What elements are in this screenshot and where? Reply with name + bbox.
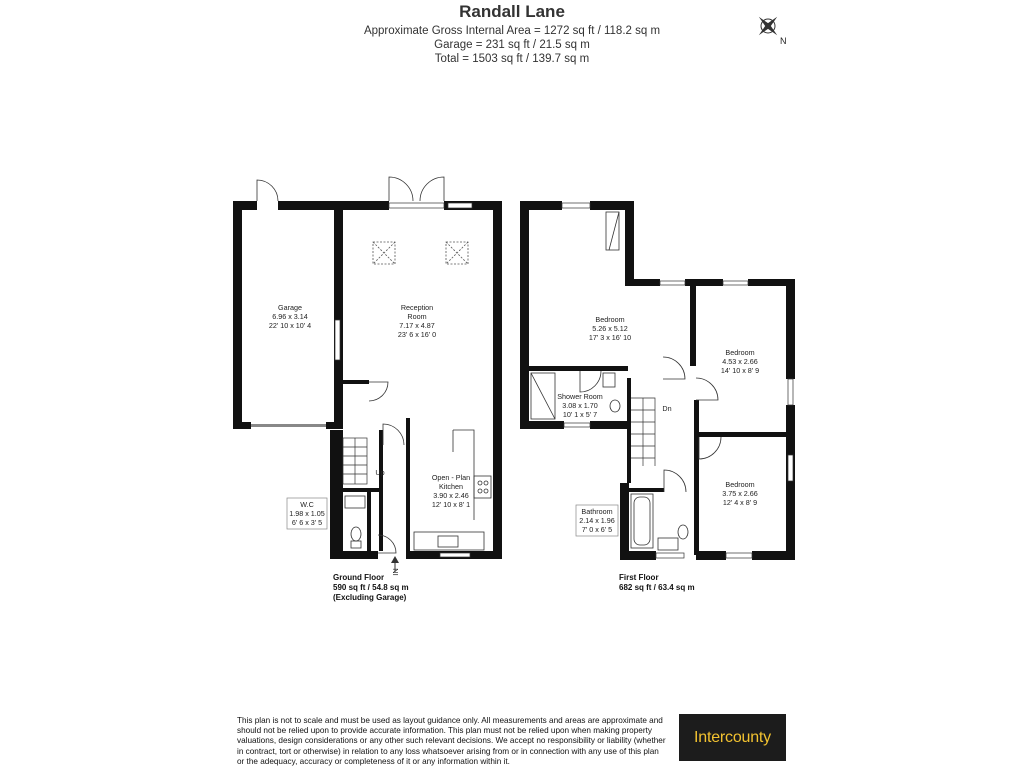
wc-fixtures [345, 496, 365, 548]
first-floor-area: 682 sq ft / 63.4 sq m [619, 583, 695, 592]
area-garage: Garage = 231 sq ft / 21.5 sq m [434, 39, 590, 51]
room-label-bathroom: Bathroom [581, 507, 613, 516]
room-dims-shower-imperial: 10' 1 x 5' 7 [562, 410, 598, 419]
ground-floor-title: Ground Floor [333, 573, 385, 582]
room-dims-bedroom-1-imperial: 17' 3 x 16' 10 [588, 333, 632, 342]
room-label-wc: W.C [300, 500, 314, 509]
room-dims-bathroom-metric: 2.14 x 1.96 [579, 516, 615, 525]
room-dims-bedroom-3-imperial: 12' 4 x 8' 9 [722, 498, 758, 507]
ground-floor-note: (Excluding Garage) [333, 593, 407, 602]
room-label-bedroom-3: Bedroom [725, 480, 755, 489]
room-dims-kitchen-metric: 3.90 x 2.46 [433, 491, 469, 500]
logo-text: Intercounty [694, 728, 771, 746]
wc-callout [287, 498, 327, 529]
ground-stairs [343, 438, 367, 484]
stairs-up-label: Up [375, 468, 385, 477]
room-dims-bathroom-imperial: 7' 0 x 6' 5 [581, 525, 613, 534]
room-dims-kitchen-imperial: 12' 10 x 8' 1 [431, 500, 471, 509]
ground-floor-summary [333, 573, 409, 603]
room-dims-shower-metric: 3.08 x 1.70 [562, 401, 598, 410]
ground-door-swings [257, 177, 444, 553]
stairs-down-label: Dn [662, 404, 672, 413]
first-door-swings [580, 212, 721, 492]
bathroom-callout [576, 505, 618, 536]
first-stairs [631, 398, 655, 466]
room-dims-reception-imperial: 23' 6 x 16' 0 [397, 330, 437, 339]
room-label-garage: Garage [278, 303, 302, 312]
room-label-kitchen-1: Open - Plan [431, 473, 471, 482]
room-label-kitchen-2: Kitchen [439, 482, 463, 491]
first-floor-summary [619, 573, 695, 593]
room-label-reception-2: Room [407, 312, 427, 321]
room-dims-wc-metric: 1.98 x 1.05 [289, 509, 325, 518]
intercounty-logo [679, 714, 786, 761]
skylights [373, 242, 468, 264]
room-dims-bedroom-2-metric: 4.53 x 2.66 [722, 357, 758, 366]
room-dims-garage-imperial: 22' 10 x 10' 4 [268, 321, 312, 330]
room-dims-reception-metric: 7.17 x 4.87 [399, 321, 435, 330]
room-dims-wc-imperial: 6' 6 x 3' 5 [291, 518, 323, 527]
room-dims-bedroom-1-metric: 5.26 x 5.12 [592, 324, 628, 333]
room-label-reception-1: Reception [400, 303, 434, 312]
room-dims-bedroom-2-imperial: 14' 10 x 8' 9 [720, 366, 760, 375]
room-label-bedroom-1: Bedroom [595, 315, 625, 324]
entrance-label: IN [391, 568, 400, 576]
ground-floor-area: 590 sq ft / 54.8 sq m [333, 583, 409, 592]
ground-floor-walls [330, 201, 502, 559]
plan-title: Randall Lane [459, 2, 565, 21]
disclaimer-text: This plan is not to scale and must be used as layout guidance only. All measurements and areas are approximate and should not be relied upon to provide accurate information. This plan must not be relied upon when making property valuations, design considerations or any other such relevant decisions. We accept no responsibility or liability (whether in contract, tort or otherwise) in relation to any loss whatsoever arising from or in connection with any use of this plan or the adequacy, accuracy or completeness of it or any information within it. [237, 716, 666, 766]
room-dims-garage-metric: 6.96 x 3.14 [272, 312, 308, 321]
room-label-bedroom-2: Bedroom [725, 348, 755, 357]
room-label-shower-room: Shower Room [557, 392, 603, 401]
area-total: Total = 1503 sq ft / 139.7 sq m [434, 53, 590, 65]
garage-door [251, 424, 326, 427]
room-dims-bedroom-3-metric: 3.75 x 2.66 [722, 489, 758, 498]
area-internal: Approximate Gross Internal Area = 1272 sq ft / 118.2 sq m [363, 25, 661, 37]
compass-north-label: N [780, 36, 787, 46]
first-floor-title: First Floor [619, 573, 659, 582]
